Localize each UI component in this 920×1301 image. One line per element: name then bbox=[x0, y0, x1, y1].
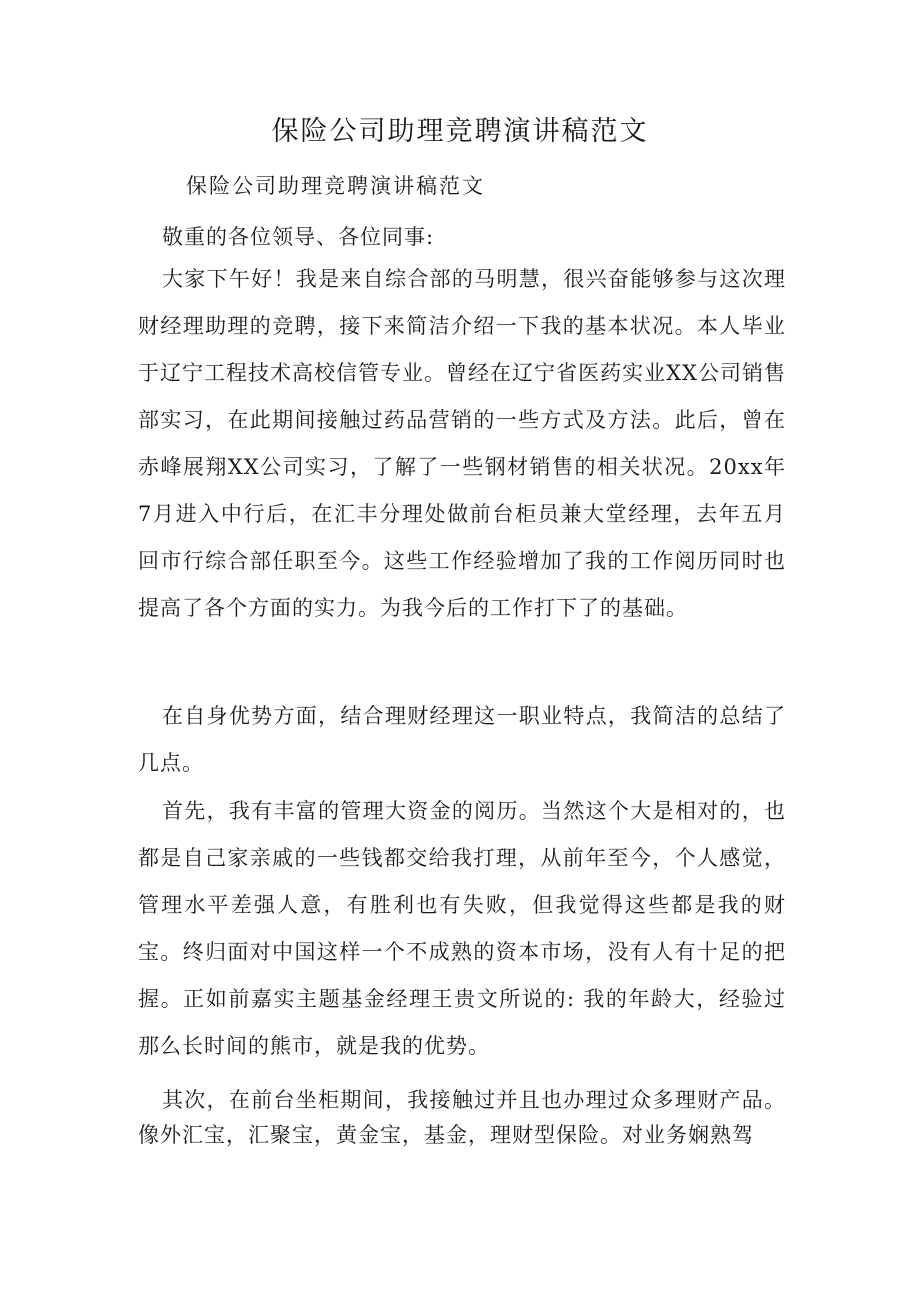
paragraph-intro: 大家下午好！我是来自综合部的马明慧，很兴奋能够参与这次理财经理助理的竞聘，接下来简洁介绍一下我的基本状况。本人毕业于辽宁工程技术高校信管专业。曾经在辽宁省医药实业XX公司销售部实习，在此期间接触过药品营销的一些方式及方法。此后，曾在赤峰展翔XX公司实习，了解了一些钢材销售的相关状况。20xx年7月进入中行后，在汇丰分理处做前台柜员兼大堂经理，去年五月回市行综合部任职至今。这些工作经验增加了我的工作阅历同时也提高了各个方面的实力。为我今后的工作打下了的基础。 bbox=[138, 267, 786, 620]
paragraph-second: 其次，在前台坐柜期间，我接触过并且也办理过众多理财产品。像外汇宝，汇聚宝，黄金宝，基金，理财型保险。对业务娴熟驾 bbox=[138, 1088, 786, 1147]
paragraph-strength: 在自身优势方面，结合理财经理这一职业特点，我简洁的总结了几点。 bbox=[138, 704, 786, 775]
document-subtitle: 保险公司助理竞聘演讲稿范文 bbox=[186, 174, 485, 198]
paragraph-greeting: 敬重的各位领导、各位同事: bbox=[162, 225, 435, 249]
document-title: 保险公司助理竞聘演讲稿范文 bbox=[271, 116, 649, 147]
paragraph-first: 首先，我有丰富的管理大资金的阅历。当然这个大是相对的，也都是自己家亲戚的一些钱都交给我打理，从前年至今，个人感觉，管理水平差强人意，有胜利也有失败，但我觉得这些都是我的财宝。终归面对中国这样一个不成熟的资本市场，没有人有十足的把握。正如前嘉实主题基金经理王贵文所说的: 我的年龄大，经验过那么长时间的熊市，就是我的优势。 bbox=[138, 799, 786, 1058]
